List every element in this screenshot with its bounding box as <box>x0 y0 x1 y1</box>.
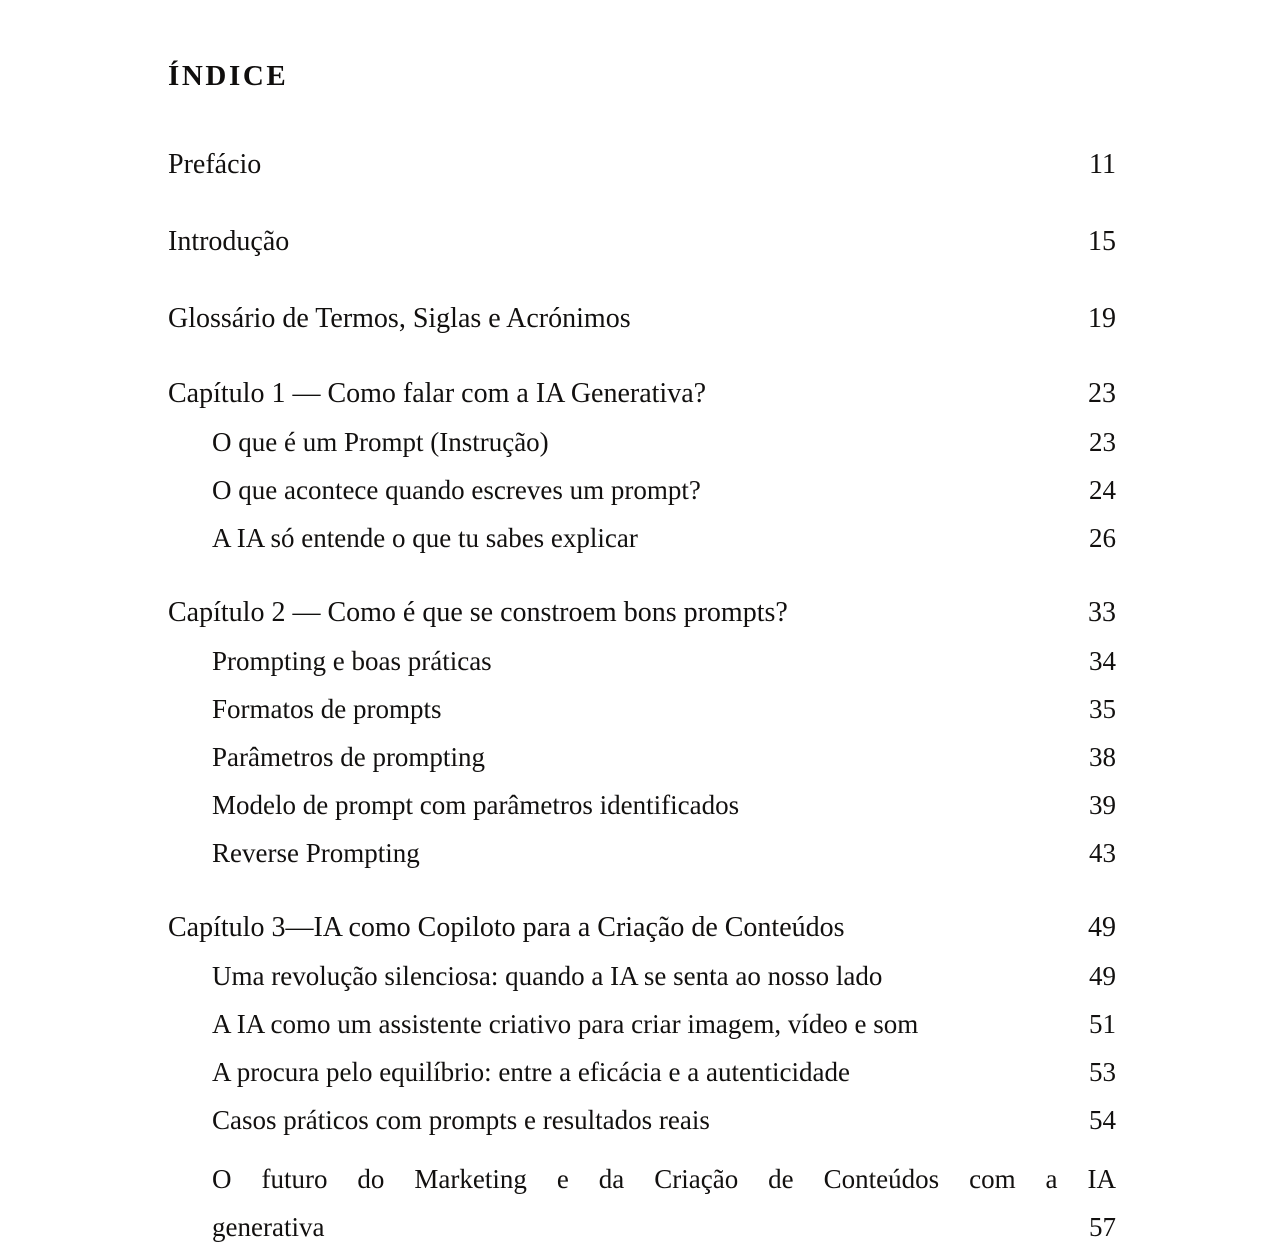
toc-subentry-label: O que acontece quando escreves um prompt? <box>212 475 701 505</box>
front-matter-group <box>168 151 1116 333</box>
toc-subentry[interactable] <box>168 1059 1116 1086</box>
page-title: ÍNDICE <box>168 60 289 92</box>
toc-subentry[interactable] <box>168 696 1116 723</box>
toc-subentry[interactable] <box>168 840 1116 867</box>
chapter-block-2 <box>168 599 1116 867</box>
toc-subentry-label: A IA só entende o que tu sabes explicar <box>212 523 638 553</box>
toc-subentry-label: Prompting e boas práticas <box>212 646 492 676</box>
toc-subentry-label: Uma revolução silenciosa: quando a IA se senta ao nosso lado <box>212 961 883 991</box>
toc-subentry-wrapped[interactable] <box>168 1155 1116 1251</box>
toc-entry-page: 11 <box>1089 149 1116 180</box>
toc-subentry[interactable] <box>168 429 1116 456</box>
toc-entry-page: 49 <box>1088 912 1116 943</box>
toc-subentry-page: 57 <box>1089 1212 1116 1242</box>
toc-subentry-label: Parâmetros de prompting <box>212 742 485 772</box>
toc-entry-chapter-3[interactable] <box>168 914 1116 942</box>
toc-subentry-label: A procura pelo equilíbrio: entre a eficácia e a autenticidade <box>212 1057 850 1087</box>
toc-subentry-line-2 <box>212 1203 1116 1251</box>
toc-entry-label: Glossário de Termos, Siglas e Acrónimos <box>168 303 631 334</box>
toc-subentry-label: Casos práticos com prompts e resultados reais <box>212 1105 710 1135</box>
toc-subentry-page: 24 <box>1089 475 1116 505</box>
toc-subentry[interactable] <box>168 648 1116 675</box>
toc-subentry-label: Reverse Prompting <box>212 838 420 868</box>
toc-entry-label: Capítulo 2 — Como é que se constroem bons prompts? <box>168 597 788 628</box>
toc-entry-page: 15 <box>1088 226 1116 257</box>
toc-subentry[interactable] <box>168 525 1116 552</box>
chapter-block-3 <box>168 914 1116 1251</box>
toc-subentry[interactable] <box>168 963 1116 990</box>
toc-subentry-page: 38 <box>1089 742 1116 772</box>
toc-entry-page: 19 <box>1088 303 1116 334</box>
toc-subentry-page: 39 <box>1089 790 1116 820</box>
toc-subentry-label: Modelo de prompt com parâmetros identificados <box>212 790 740 820</box>
toc-entry-introducao[interactable] <box>168 228 1116 256</box>
toc-entry-glossario[interactable] <box>168 305 1116 333</box>
toc-subentry-label: A IA como um assistente criativo para criar imagem, vídeo e som <box>212 1009 919 1039</box>
toc-content <box>168 0 1116 1251</box>
toc-subentry-page: 34 <box>1089 646 1116 676</box>
toc-entry-page: 33 <box>1088 597 1116 628</box>
toc-subentry[interactable] <box>168 477 1116 504</box>
toc-entry-prefacio[interactable] <box>168 151 1116 179</box>
toc-subentry-page: 53 <box>1089 1057 1116 1087</box>
toc-entry-chapter-2[interactable] <box>168 599 1116 627</box>
toc-entry-page: 23 <box>1088 378 1116 409</box>
toc-subentry[interactable] <box>168 1011 1116 1038</box>
toc-subentry-page: 43 <box>1089 838 1116 868</box>
toc-subentry-page: 54 <box>1089 1105 1116 1135</box>
toc-subentry-page: 23 <box>1089 427 1116 457</box>
toc-subentry-page: 49 <box>1089 961 1116 991</box>
toc-subentry-label: Formatos de prompts <box>212 694 442 724</box>
toc-entry-label: Capítulo 1 — Como falar com a IA Generativa? <box>168 378 707 409</box>
toc-subentry-page: 35 <box>1089 694 1116 724</box>
toc-subentry-label: O que é um Prompt (Instrução) <box>212 427 549 457</box>
toc-entry-label: Introdução <box>168 226 290 257</box>
toc-subentry-label-line-1: O futuro do Marketing e da Criação de Conteúdos com a IA <box>212 1164 1116 1194</box>
toc-subentry[interactable] <box>168 1107 1116 1134</box>
toc-subentry-label-line-2: generativa <box>212 1212 325 1242</box>
toc-subentry[interactable] <box>168 744 1116 771</box>
toc-entry-chapter-1[interactable] <box>168 380 1116 408</box>
toc-subentry-page: 26 <box>1089 523 1116 553</box>
chapter-block-1 <box>168 380 1116 552</box>
toc-entry-label: Prefácio <box>168 149 262 180</box>
toc-subentry[interactable] <box>168 792 1116 819</box>
toc-subentry-page: 51 <box>1089 1009 1116 1039</box>
toc-entry-label: Capítulo 3—IA como Copiloto para a Criação de Conteúdos <box>168 912 845 943</box>
